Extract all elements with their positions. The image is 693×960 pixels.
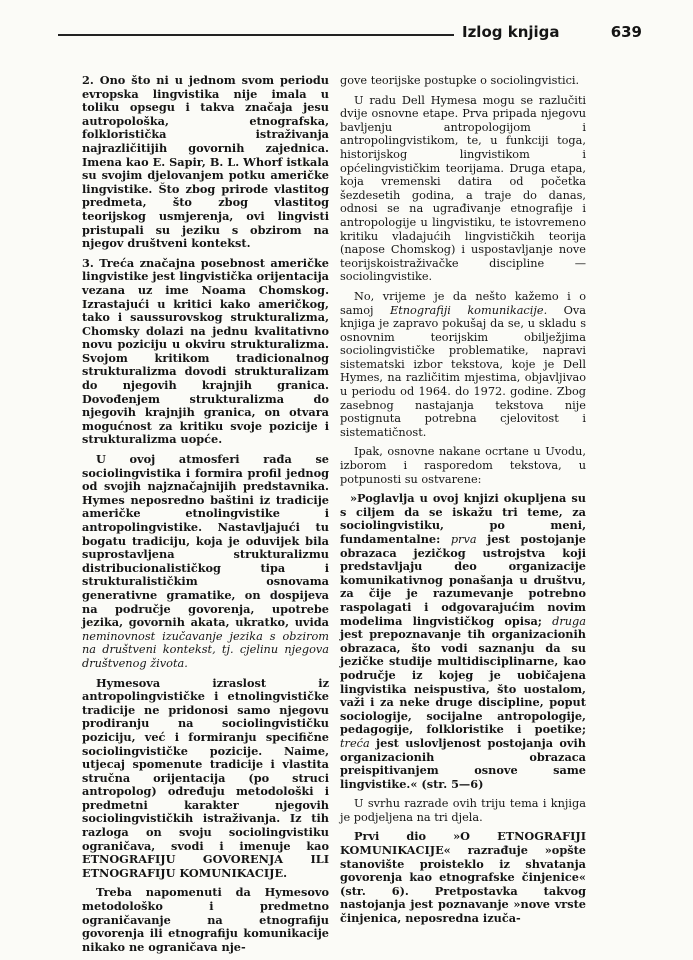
quote-text: »Poglavlja u ovoj knjizi okupljena su s ciljem da se iskažu tri teme, za sociolingvistiku, po meni, fundamentalne: [340, 491, 586, 546]
paragraph-text: gove teorijske postupke o sociolingvistici. [340, 74, 580, 87]
paragraph-text: U ovoj atmosferi rađa se sociolingvistika i formira profil jednog od svojih najznačajnijih predstavnika. Hymes neposredno baštini iz tradicije američke etnolingvistike i antropolingvistike. Nastavljajući tu bogatu tradiciju, koja je oduvijek bila suprostavljena strukturalizmu distribucionalističkog tipa i strukturalističkim osnovama generativne gramatike, on dospijeva na područje govorenja, upotrebe jezika, govornih akata, ukratko, uvida [82, 452, 329, 630]
paragraph-text: U svrhu razrade ovih triju tema i knjiga je podjeljena na tri djela. [340, 797, 586, 824]
paragraph-text: U radu Dell Hymesa mogu se razlučiti dvije osnovne etape. Prva pripada njegovu bavljenju antropologijom i antropolingvistikom, te, u funkciji toga, historijskog lingvistikom i općelingvističkim teorijama. Druga etapa, koja vremenski datira od početka šezdesetih godina, a traje do danas, odnosi se na ugrađivanje etnografije i antropologije u lingvistiku, te istovremeno kritiku vladajućih lingvističkih teorija (napose Chomskog) i uspostavljanje nove teorijskoistraživačke discipline — sociolingvistike. [340, 93, 586, 284]
paragraph-text: Treba napomenuti da Hymesovo metodološko i predmetno ograničavanje na etnografiju govorenja ili etnografiju komunikacije nikako ne ograničava nje- [82, 885, 329, 954]
paragraph [340, 830, 586, 925]
left-column [82, 74, 329, 960]
header-rule [58, 34, 454, 36]
paragraph-text: Prvi dio »O ETNOGRAFIJI KOMUNIKACIJE« razrađuje »opšte stanovište proisteklo iz shvatanja govorenja kao etnografske činjenice« (str. 6). Pretpostavka takvog nastojanja jest poznavanje »nove vrste činjenica, neposredna izuča- [340, 829, 586, 926]
paragraph-text: Hymesova izraslost iz antropolingvističke i etnolingvističke tradicije ne pridonosi samo njegovu prodiranju na sociolingvističku poziciju, već i formiranju specifične sociolingvističke pozicije. Naime, utjecaj spomenute tradicije i vlastita stručna orijentacija (po struci antropolog) određuju metodološki i predmetni karakter njegovih sociolingvističkih istraživanja. Iz tih razloga on svoju sociolingvistiku ograničava, svodi i imenuje kao ETNOGRAFIJU GOVORENJA ILI ETNOGRAFIJU KOMUNIKACIJE. [82, 675, 329, 880]
paragraph [82, 74, 329, 251]
quote-italic: treća [340, 736, 370, 750]
paragraph [340, 445, 586, 486]
paragraph [82, 453, 329, 671]
paragraph [340, 290, 586, 440]
paragraph-text: Ova knjiga je zapravo pokušaj da se, u skladu s osnovnim teorijskim obilježjima sociolingvističke problematike, napravi sistematski izbor tekstova, koje je Dell Hymes, na različitim mjestima, objavljivao u periodu od 1964. do 1972. godine. Zbog zasebnog nastajanja tekstova nije postignuta potrebna cjelovitost i sistematičnost. [340, 303, 586, 439]
paragraph [340, 797, 586, 824]
paragraph [82, 886, 329, 954]
paragraph-text: Ipak, osnovne nakane ocrtane u Uvodu, izborom i rasporedom tekstova, u potpunosti su ostvarene: [340, 445, 586, 486]
paragraph [82, 257, 329, 447]
paragraph-text: No, vrijeme je da nešto kažemo i o samoj [340, 289, 586, 317]
quote-text: jest postojanje obrazaca jezičkog ustrojstva koji predstavljaju deo organizacije komunikativnog ponašanja u društvu, za čije je razumevanje potrebno raspolagati i odgovarajućim novim modelima lingvističkog opisa; [340, 532, 586, 628]
paragraph [340, 74, 586, 88]
paragraph-italic: neminovnost izučavanje jezika s obzirom na društveni kontekst, tj. cjelinu njegova društvenog života. [82, 629, 329, 670]
running-title: Izlog knjiga [462, 23, 560, 41]
block-quote [340, 492, 586, 791]
quote-italic: druga [552, 614, 586, 628]
book-title-italic: Etnografiji komunikacije. [390, 303, 548, 317]
paragraph [82, 677, 329, 881]
quote-text: jest uslovljenost postojanja ovih organizacionih obrazaca preispitivanjem osnove same lingvistike.« (str. 5—6) [340, 735, 586, 791]
running-header [462, 23, 642, 41]
quote-italic: prva [450, 533, 477, 546]
paragraph [340, 94, 586, 284]
paragraph-text: 3. Treća značajna posebnost američke lingvistike jest lingvistička orijentacija vezana uz ime Noama Chomskog. Izrastajući u kritici kako američkog, tako i saussurovskog strukturalizma, Chomsky dolazi na jednu kvalitativno novu poziciju u okviru strukturalizma. Svojom kritikom tradicionalnog strukturalizma dovodi strukturalizam do njegovih krajnjih granica. Dovođenjem strukturalizma do njegovih krajnjih granica, on otvara mogućnost za kritiku svoje pozicije i strukturalizma uopće. [82, 255, 329, 447]
page-number: 639 [610, 23, 642, 41]
right-column [340, 74, 586, 932]
quote-text: jest prepoznavanje tih organizacionih obrazaca, što vodi saznanju da su jezičke studije multidisciplinarne, kao područje iz kojeg je uobičajena lingvistika neispustiva, što uostalom, važi i za neke druge discipline, poput sociologije, socijalne antropologije, pedagogije, folkloristike i poetike; [340, 627, 586, 737]
paragraph-text: 2. Ono što ni u jednom svom periodu evropska lingvistika nije imala u toliku opsegu i takva značaja jesu autropološka, etnografska, folkloristička istraživanja najrazličitijih govornih zajednica. Imena kao E. Sapir, B. L. Whorf istkala su svojim djelovanjem potku američke lingvistike. Što zbog prirode vlastitog predmeta, što zbog vlastitog teorijskog usmjerenja, ovi lingvisti pristupali su jeziku s obzirom na njegov društveni kontekst. [82, 73, 329, 251]
